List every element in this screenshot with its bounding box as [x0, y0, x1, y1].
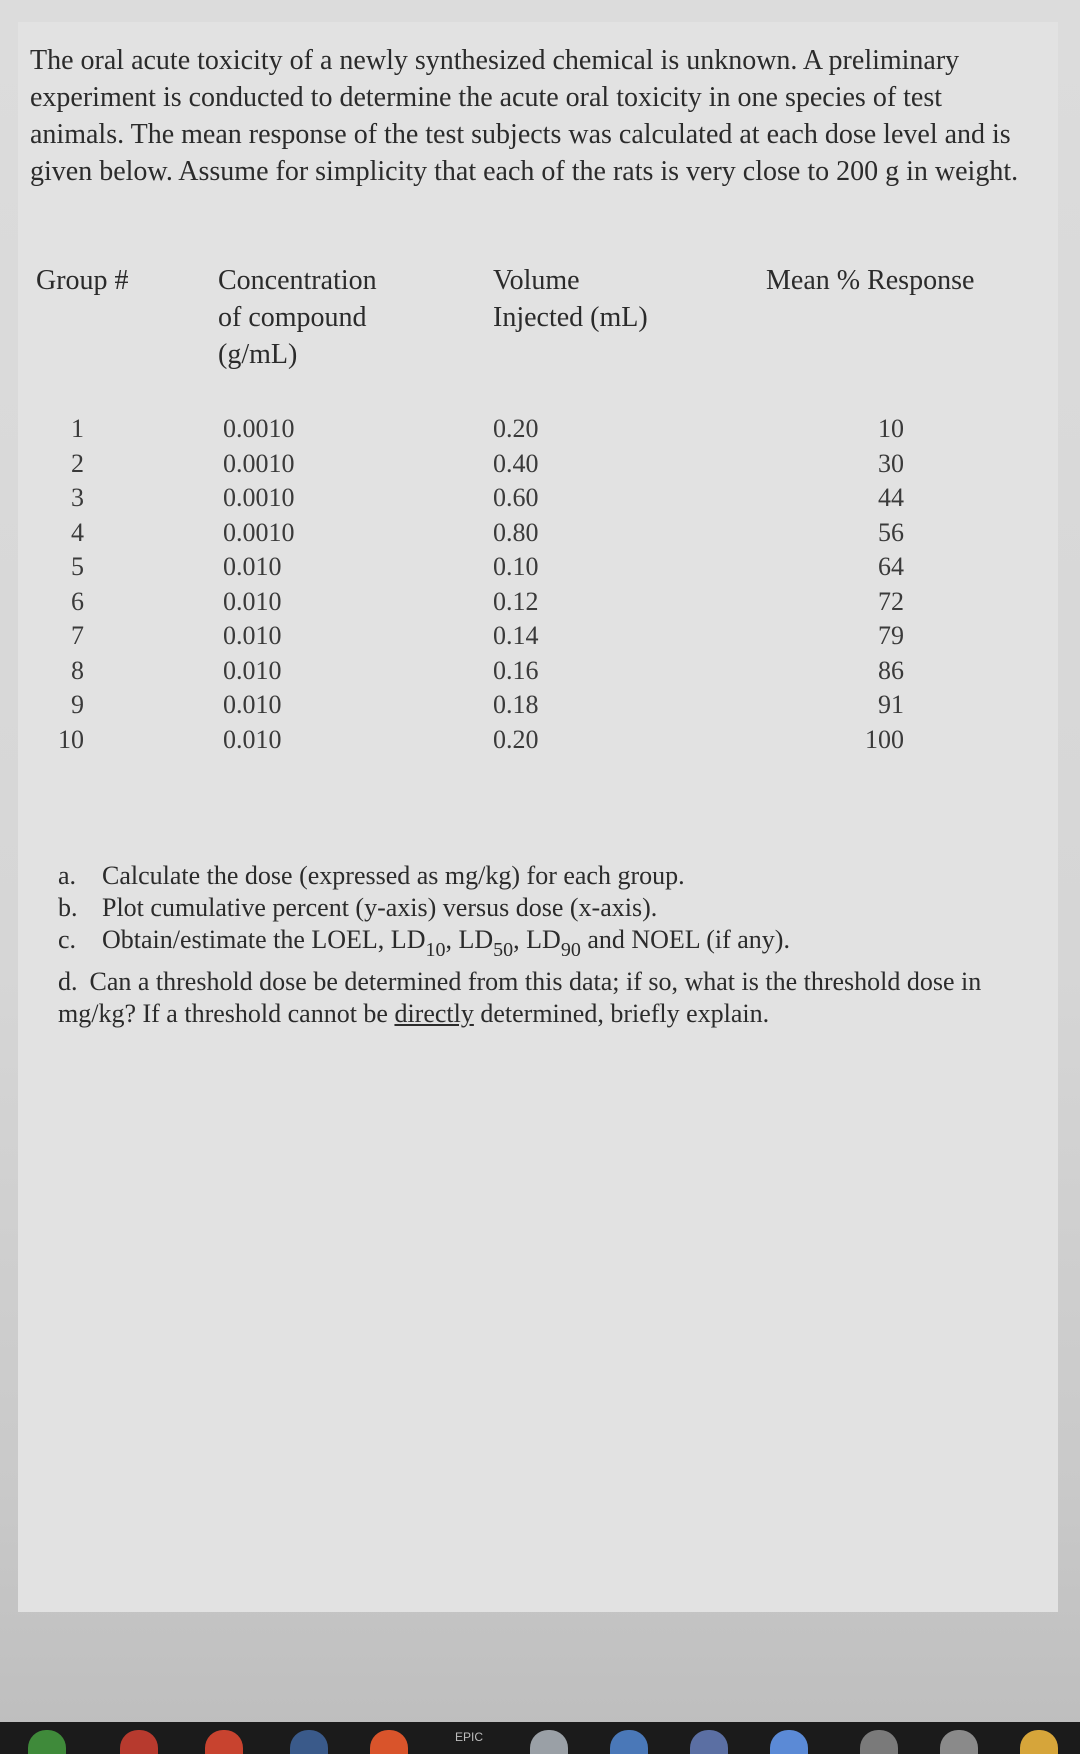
- app-icon[interactable]: [610, 1730, 648, 1754]
- question-text: Can a threshold dose be determined from this data; if so, what is the threshold dose in mg/kg? If a threshold cannot be: [58, 967, 982, 1028]
- table-cell-group: 2: [71, 448, 84, 478]
- question-d: [58, 966, 1038, 1030]
- app-icon[interactable]: [770, 1730, 808, 1754]
- taskbar: [0, 1722, 1080, 1754]
- app-icon[interactable]: [530, 1730, 568, 1754]
- table-cell-group: 10: [58, 724, 84, 754]
- table-cell-volume: 0.60: [493, 483, 539, 512]
- table-cell-response: 10: [878, 414, 904, 443]
- question-c: [58, 924, 1038, 961]
- table-cell-group: 3: [71, 483, 84, 512]
- table-cell-volume: 0.20: [493, 724, 539, 754]
- app-icon[interactable]: [120, 1730, 158, 1754]
- question-label: a.: [58, 861, 77, 890]
- question-text-prefix: Obtain/estimate the LOEL, LD: [102, 925, 426, 954]
- header-concentration: Concentration of compound (g/mL): [218, 265, 377, 370]
- table-cell-response: 91: [878, 690, 904, 719]
- question-text-suffix: and NOEL (if any).: [580, 925, 790, 954]
- table-cell-concentration: 0.0010: [223, 483, 295, 512]
- question-list: [58, 860, 1038, 1030]
- table-cell-concentration: 0.010: [223, 586, 282, 616]
- table-cell-volume: 0.10: [493, 552, 539, 581]
- table-cell-concentration: 0.0010: [223, 414, 295, 443]
- header-response: Mean % Response: [766, 265, 975, 296]
- header-group: Group #: [36, 265, 129, 296]
- table-cell-volume: 0.16: [493, 655, 539, 685]
- table-cell-volume: 0.18: [493, 690, 539, 719]
- question-label: d.: [58, 967, 78, 996]
- app-icon[interactable]: [28, 1730, 66, 1754]
- question-text: Calculate the dose (expressed as mg/kg) for each group.: [102, 861, 685, 890]
- table-cell-concentration: 0.010: [223, 621, 282, 650]
- question-text-mid: , LD: [513, 925, 561, 954]
- document-page: [18, 22, 1058, 1612]
- table-cell-group: 8: [71, 655, 84, 685]
- table-cell-response: 86: [878, 655, 904, 685]
- column-response: [838, 412, 904, 757]
- app-icon[interactable]: [1020, 1730, 1058, 1754]
- table-cell-response: 30: [878, 448, 904, 478]
- table-cell-concentration: 0.010: [223, 552, 282, 581]
- intro-paragraph: The oral acute toxicity of a newly synthesized chemical is unknown. A preliminary experiment is conducted to determine the acute oral toxicity in one species of test animals. The mean response of the test subjects was calculated at each dose level and is given below. Assume for simplicity that each of the rats is very close to 200 g in weight.: [30, 45, 1019, 187]
- column-concentration: [223, 412, 295, 757]
- subscript-50: 50: [493, 939, 514, 961]
- table-cell-response: 64: [878, 552, 904, 581]
- table-cell-response: 79: [878, 621, 904, 650]
- table-cell-group: 5: [71, 552, 84, 581]
- table-cell-volume: 0.20: [493, 414, 539, 443]
- question-a: [58, 860, 1038, 892]
- table-cell-volume: 0.14: [493, 621, 539, 650]
- table-cell-response: 100: [865, 724, 904, 754]
- question-text: determined, briefly explain.: [473, 999, 770, 1028]
- table-cell-group: 7: [71, 621, 84, 650]
- underlined-word: directly: [394, 999, 474, 1028]
- table-cell-group: 9: [71, 690, 84, 719]
- question-text-mid: , LD: [445, 925, 494, 954]
- subscript-10: 10: [425, 939, 446, 961]
- app-icon[interactable]: [860, 1730, 898, 1754]
- table-cell-group: 6: [71, 586, 84, 616]
- table-cell-volume: 0.80: [493, 517, 539, 547]
- table-cell-concentration: 0.0010: [223, 517, 295, 547]
- table-cell-concentration: 0.0010: [223, 448, 295, 478]
- question-b: [58, 892, 1038, 924]
- column-group: [32, 412, 84, 757]
- table-cell-volume: 0.12: [493, 586, 539, 616]
- table-cell-response: 56: [878, 517, 904, 547]
- app-icon[interactable]: [205, 1730, 243, 1754]
- app-icon[interactable]: [690, 1730, 728, 1754]
- header-volume: Volume Injected (mL): [493, 265, 648, 333]
- table-cell-group: 4: [71, 517, 84, 547]
- table-cell-concentration: 0.010: [223, 655, 282, 685]
- subscript-90: 90: [560, 939, 581, 961]
- app-icon[interactable]: [370, 1730, 408, 1754]
- question-text: Plot cumulative percent (y-axis) versus dose (x-axis).: [102, 893, 658, 922]
- column-volume: [493, 412, 539, 757]
- question-label: b.: [58, 893, 78, 922]
- table-cell-response: 44: [878, 483, 904, 512]
- question-label: c.: [58, 925, 77, 954]
- taskbar-label: EPIC: [455, 1730, 484, 1744]
- table-cell-concentration: 0.010: [223, 690, 282, 719]
- table-cell-concentration: 0.010: [223, 724, 282, 754]
- app-icon[interactable]: [290, 1730, 328, 1754]
- table-cell-response: 72: [878, 586, 904, 616]
- app-icon[interactable]: [940, 1730, 978, 1754]
- table-cell-volume: 0.40: [493, 448, 539, 478]
- table-cell-group: 1: [71, 414, 84, 443]
